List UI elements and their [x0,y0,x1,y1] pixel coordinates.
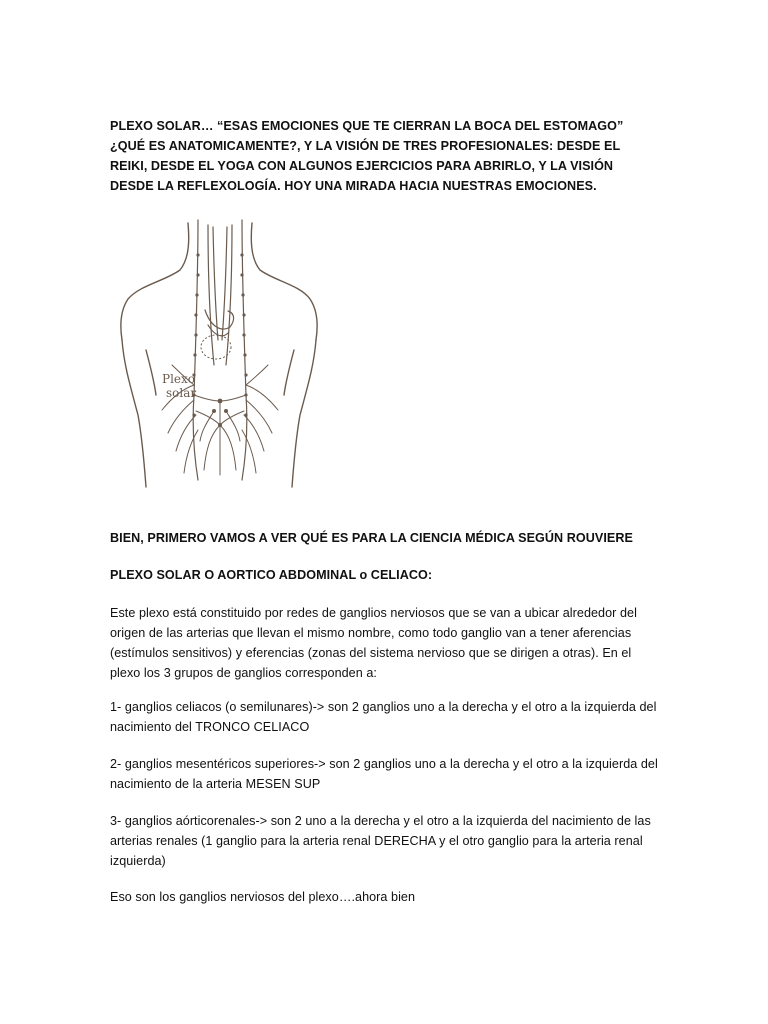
anatomy-drawing [110,215,330,497]
paragraph-closing: Eso son los ganglios nerviosos del plexo….ahora bien [110,890,416,904]
torso-right-side [292,340,316,487]
paragraph-ganglios-aorticorenales: 3- ganglios aórticorenales-> son 2 uno a la derecha y el otro a la izquierda del nacimiento de las arterias renales (1 ganglio para la arteria renal DERECHA y el otro ganglio para la arteria renal izquierda) [110,814,651,868]
section-heading-rouviere: BIEN, PRIMERO VAMOS A VER QUÉ ES PARA LA CIENCIA MÉDICA SEGÚN ROUVIERE [110,531,633,545]
paragraph-ganglios-mesentericos: 2- ganglios mesentéricos superiores-> son 2 ganglios uno a la derecha y el otro a la izquierda del nacimiento de la arteria MESEN SUP [110,757,658,791]
figure-label-line-2: solar [166,386,197,400]
paragraph-intro: Este plexo está constituido por redes de ganglios nerviosos que se van a ubicar alrededor del origen de las arterias que llevan el mismo nombre, como todo ganglio van a tener aferencias (estímulos sensitivos) y eferencias (zonas del sistema nervioso que se dirigen a otras). En el plexo los 3 grupos de ganglios corresponden a: [110,606,637,680]
torso-left-side [122,340,146,487]
figure-label-line-1: Plexo [162,372,196,386]
document-title: PLEXO SOLAR… “ESAS EMOCIONES QUE TE CIERRAN LA BOCA DEL ESTOMAGO” ¿QUÉ ES ANATOMICAMENTE?, Y LA VISIÓN DE TRES PROFESIONALES: DESDE EL REIKI, DESDE EL YOGA CON ALGUNOS EJERCICIOS PARA ABRIRLO, Y LA VISIÓN DESDE LA REFLEXOLOGÍA. HOY UNA MIRADA HACIA NUESTRAS EMOCIONES. [110,119,624,193]
left-arm-inner [146,350,156,395]
right-arm-inner [284,350,294,395]
torso-left-shoulder [121,223,189,340]
torso-right-shoulder [251,223,317,340]
paragraph-ganglios-celiacos: 1- ganglios celiacos (o semilunares)-> son 2 ganglios uno a la derecha y el otro a la izquierda del nacimiento del TRONCO CELIACO [110,700,657,734]
solar-plexus-illustration [110,215,330,497]
section-heading-plexo: PLEXO SOLAR O AORTICO ABDOMINAL o CELIACO: [110,568,433,582]
